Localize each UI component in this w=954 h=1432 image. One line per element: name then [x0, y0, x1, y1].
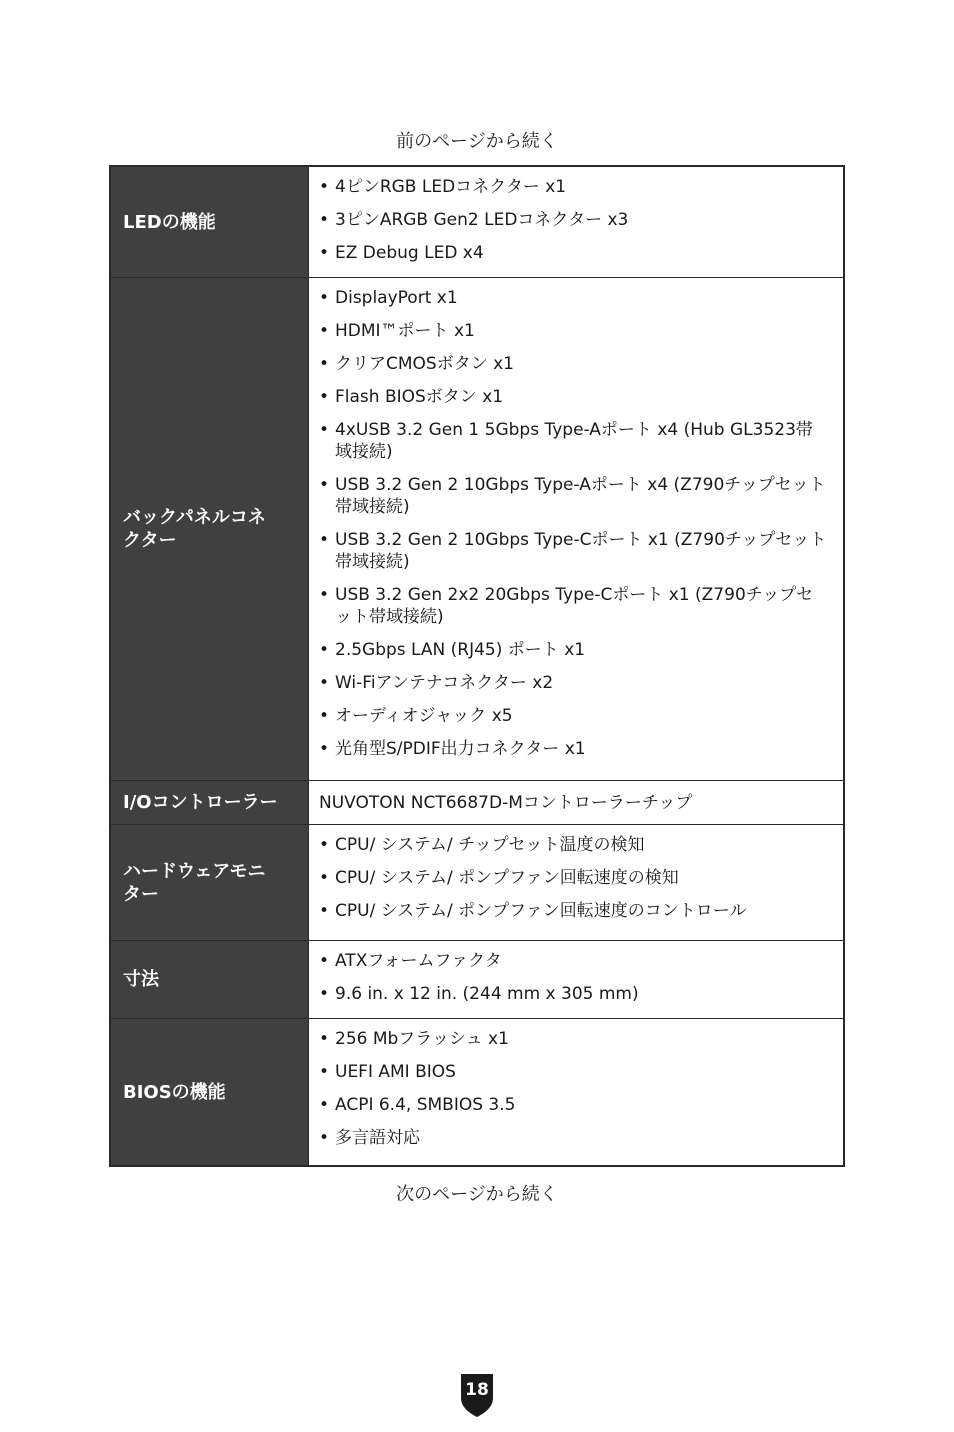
list-item: • 256 Mbフラッシュ x1	[319, 1028, 829, 1050]
spec-value: NUVOTON NCT6687D-Mコントローラーチップ	[319, 792, 693, 813]
spec-row-hardware-monitor	[111, 825, 843, 941]
spec-label-text: BIOSの機能	[123, 1081, 226, 1103]
spec-label	[111, 825, 309, 940]
list-item: • CPU/ システム/ ポンプファン回転速度のコントロール	[319, 900, 829, 922]
list-item: • USB 3.2 Gen 2x2 20Gbps Type-Cポート x1 (Z790チップセット帯域接続)	[319, 584, 829, 628]
spec-label	[111, 941, 309, 1018]
spec-label-text: ハードウェアモニ	[123, 860, 266, 882]
list-item: • 9.6 in. x 12 in. (244 mm x 305 mm)	[319, 983, 829, 1005]
list-item: • 4xUSB 3.2 Gen 1 5Gbps Type-Aポート x4 (Hub GL3523帯域接続)	[319, 419, 829, 463]
spec-label	[111, 167, 309, 277]
spec-row-bios	[111, 1019, 843, 1165]
spec-label-text: LEDの機能	[123, 211, 216, 233]
list-item: • UEFI AMI BIOS	[319, 1061, 829, 1083]
spec-list	[319, 1028, 829, 1149]
page-number: 18	[465, 1380, 489, 1400]
spec-value	[309, 1019, 843, 1165]
spec-row-io-controller	[111, 781, 843, 825]
list-item: • CPU/ システム/ チップセット温度の検知	[319, 834, 829, 856]
spec-label	[111, 1019, 309, 1165]
spec-label-text: クター	[123, 530, 177, 551]
spec-label	[111, 278, 309, 780]
spec-row-led	[111, 167, 843, 278]
spec-list	[319, 287, 829, 760]
list-item: • DisplayPort x1	[319, 287, 829, 309]
list-item: • 光角型S/PDIF出力コネクター x1	[319, 738, 829, 760]
list-item: • USB 3.2 Gen 2 10Gbps Type-Aポート x4 (Z790チップセット帯域接続)	[319, 474, 829, 518]
spec-row-dimensions	[111, 941, 843, 1019]
list-item: • CPU/ システム/ ポンプファン回転速度の検知	[319, 867, 829, 889]
continued-to-next: 次のページから続く	[396, 1184, 558, 1205]
list-item: • USB 3.2 Gen 2 10Gbps Type-Cポート x1 (Z790チップセット帯域接続)	[319, 529, 829, 573]
spec-list	[319, 834, 829, 922]
spec-label-text: I/Oコントローラー	[123, 792, 278, 813]
spec-list	[319, 176, 829, 264]
list-item: • 3ピンARGB Gen2 LEDコネクター x3	[319, 209, 829, 231]
spec-row-back-panel	[111, 278, 843, 781]
spec-label	[111, 781, 309, 824]
spec-label-text: バックパネルコネ	[123, 507, 266, 528]
list-item: • ACPI 6.4, SMBIOS 3.5	[319, 1094, 829, 1116]
list-item: • 2.5Gbps LAN (RJ45) ポート x1	[319, 639, 829, 661]
list-item: • クリアCMOSボタン x1	[319, 353, 829, 375]
list-item: • 4ピンRGB LEDコネクター x1	[319, 176, 829, 198]
list-item: • EZ Debug LED x4	[319, 242, 829, 264]
list-item: • Flash BIOSボタン x1	[319, 386, 829, 408]
spec-table	[109, 165, 845, 1167]
list-item: • Wi-Fiアンテナコネクター x2	[319, 672, 829, 694]
spec-label-text: ター	[123, 883, 159, 905]
spec-list	[319, 950, 829, 1005]
spec-value	[309, 278, 843, 780]
list-item: • HDMI™ポート x1	[319, 320, 829, 342]
continued-from-previous: 前のページから続く	[396, 131, 558, 152]
spec-label-text: 寸法	[123, 969, 159, 990]
list-item: • 多言語対応	[319, 1127, 829, 1149]
spec-value	[309, 825, 843, 940]
page-number-badge	[458, 1372, 496, 1418]
list-item: • ATXフォームファクタ	[319, 950, 829, 972]
spec-value	[309, 167, 843, 277]
spec-value	[309, 941, 843, 1018]
list-item: • オーディオジャック x5	[319, 705, 829, 727]
